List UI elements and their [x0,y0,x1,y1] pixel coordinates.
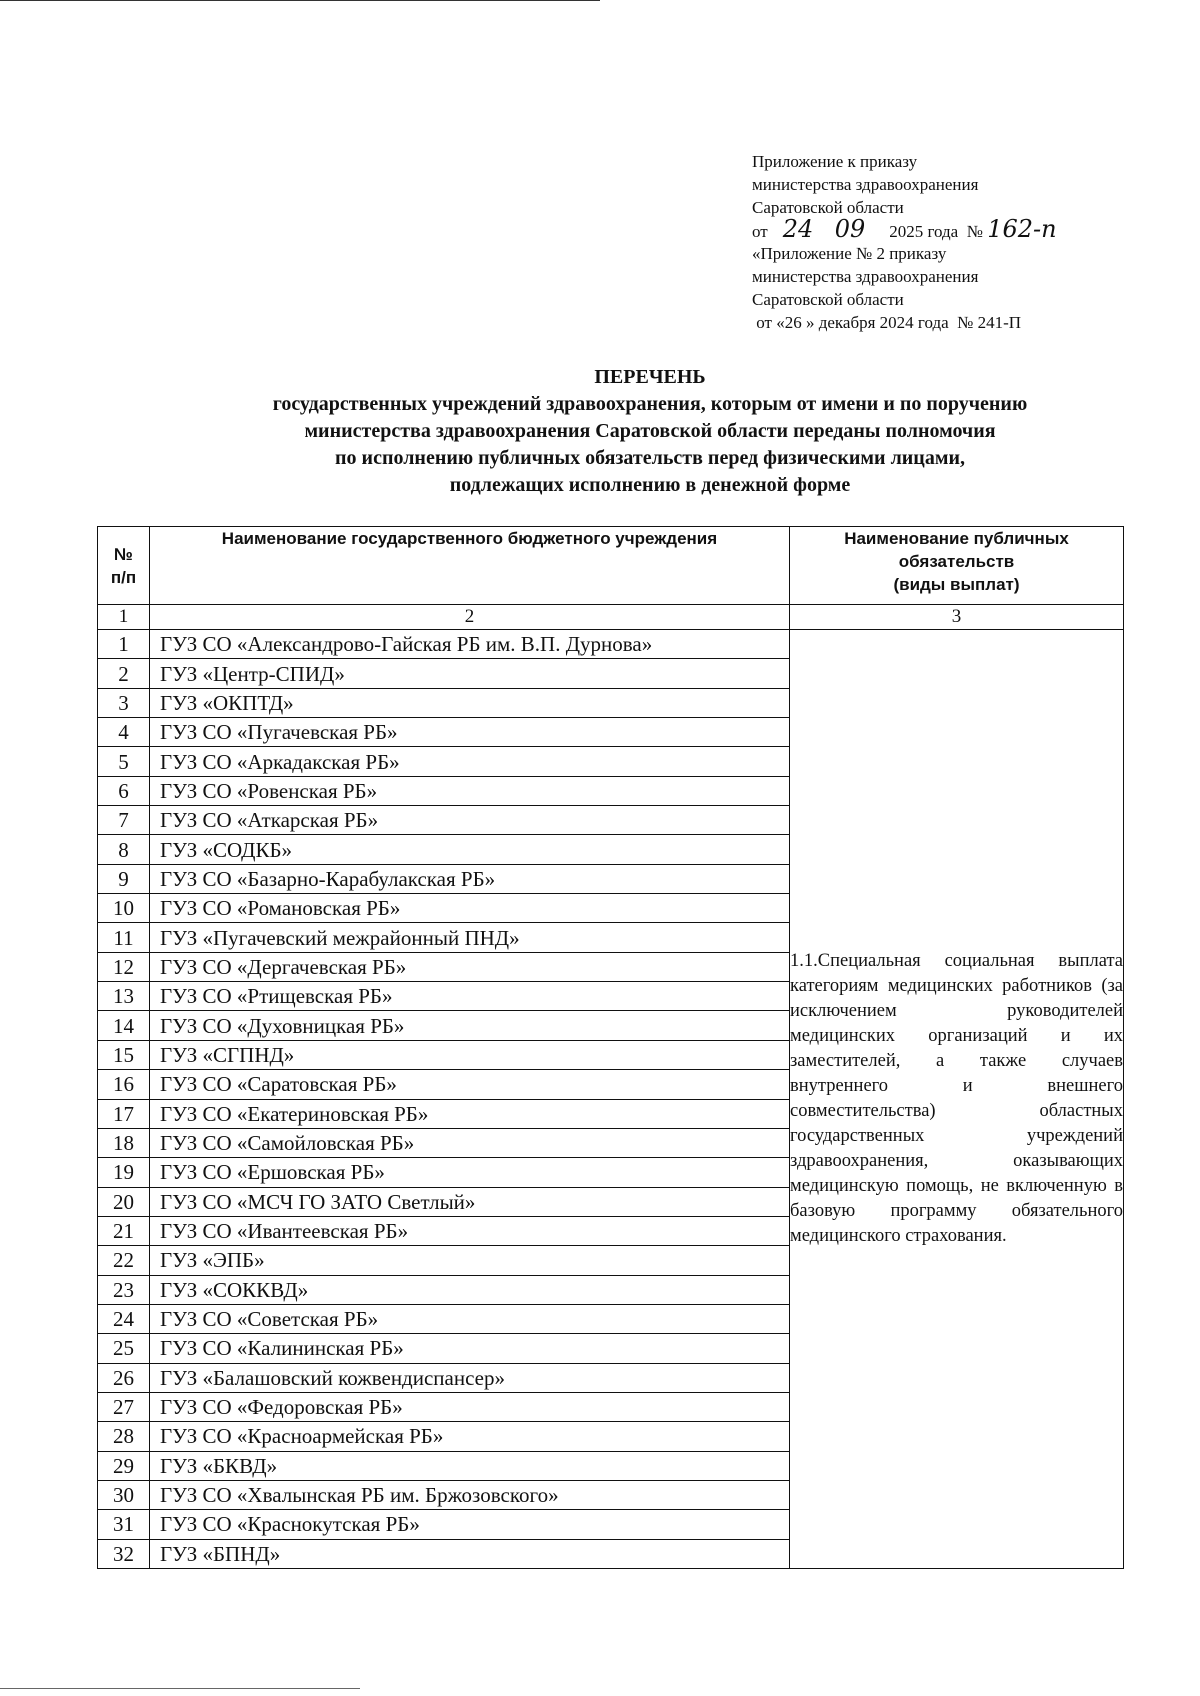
order-number-prefix: № [966,222,983,241]
institution-name: ГУЗ СО «Ивантеевская РБ» [150,1216,790,1245]
row-number: 2 [98,659,150,688]
row-number: 10 [98,894,150,923]
header-line: Саратовской области [752,198,904,217]
handwritten-month: 09 [834,215,866,243]
institution-name: ГУЗ «Центр-СПИД» [150,659,790,688]
institution-name: ГУЗ СО «Ершовская РБ» [150,1158,790,1187]
header-line: министерства здравоохранения [752,175,979,194]
institution-name: ГУЗ СО «Краснокутская РБ» [150,1510,790,1539]
annex-line: от «26 » декабря 2024 года № 241-П [752,313,1022,332]
row-number: 7 [98,806,150,835]
row-number: 22 [98,1246,150,1275]
institution-name: ГУЗ СО «Дергачевская РБ» [150,952,790,981]
document-title [180,364,1120,499]
row-number: 11 [98,923,150,952]
institution-name: ГУЗ СО «Екатериновская РБ» [150,1099,790,1128]
title-line: министерства здравоохранения Саратовской области переданы полномочия [304,420,996,442]
institution-name: ГУЗ СО «Саратовская РБ» [150,1070,790,1099]
header-payout-line: Наименование публичных [844,529,1069,548]
institution-name: ГУЗ «ЭПБ» [150,1246,790,1275]
order-prefix: от [752,222,768,241]
institution-name: ГУЗ СО «Духовницкая РБ» [150,1011,790,1040]
institution-name: ГУЗ «Балашовский кожвендиспансер» [150,1363,790,1392]
table-body [98,630,1124,1569]
row-number: 20 [98,1187,150,1216]
scan-edge-bottom [0,1688,360,1689]
column-index-row [98,605,1124,630]
row-number: 14 [98,1011,150,1040]
order-date-line [752,215,1172,243]
payout-description: 1.1.Специальная социальная выплата категориям медицинских работников (за исключением руководителей медицинских организаций и их заместителей, а также случаев внутреннего и внешнего совместительства) областных государственных учреждений здравоохранения, оказывающих медицинскую помощь, не включенную в базовую программу обязательного медицинского страхования. [790,630,1124,1569]
header-payout-line: обязательств [898,552,1015,571]
institution-name: ГУЗ «ОКПТД» [150,688,790,717]
row-number: 16 [98,1070,150,1099]
institution-name: ГУЗ СО «Романовская РБ» [150,894,790,923]
row-number: 13 [98,982,150,1011]
header-number [98,527,150,605]
row-number: 8 [98,835,150,864]
table-row [98,630,1124,659]
title-line: подлежащих исполнению в денежной форме [449,474,851,496]
row-number: 25 [98,1334,150,1363]
header-line: Приложение к приказу [752,152,918,171]
institution-name: ГУЗ «БКВД» [150,1451,790,1480]
institution-name: ГУЗ СО «Аткарская РБ» [150,806,790,835]
institutions-table [97,526,1124,1569]
institution-name: ГУЗ СО «Самойловская РБ» [150,1128,790,1157]
row-number: 28 [98,1422,150,1451]
row-number: 12 [98,952,150,981]
row-number: 17 [98,1099,150,1128]
header-institution: Наименование государственного бюджетного учреждения [150,527,790,605]
row-number: 15 [98,1040,150,1069]
row-number: 23 [98,1275,150,1304]
institution-name: ГУЗ СО «Базарно-Карабулакская РБ» [150,864,790,893]
institution-name: ГУЗ СО «Ровенская РБ» [150,776,790,805]
column-index: 2 [150,605,790,630]
header-payout-type [790,527,1124,605]
column-index: 1 [98,605,150,630]
row-number: 29 [98,1451,150,1480]
scan-edge-top [0,0,600,1]
row-number: 26 [98,1363,150,1392]
row-number: 21 [98,1216,150,1245]
institution-name: ГУЗ «СОККВД» [150,1275,790,1304]
row-number: 31 [98,1510,150,1539]
institution-name: ГУЗ СО «Советская РБ» [150,1304,790,1333]
row-number: 19 [98,1158,150,1187]
row-number: 24 [98,1304,150,1333]
institution-name: ГУЗ СО «Калининская РБ» [150,1334,790,1363]
institution-name: ГУЗ СО «Красноармейская РБ» [150,1422,790,1451]
title-main: ПЕРЕЧЕНЬ [594,366,706,388]
title-line: государственных учреждений здравоохранения, которым от имени и по поручению [272,393,1028,415]
row-number: 32 [98,1539,150,1568]
handwritten-day: 24 [782,215,814,243]
institution-name: ГУЗ СО «МСЧ ГО ЗАТО Светлый» [150,1187,790,1216]
annex-line: Саратовской области [752,290,904,309]
row-number: 9 [98,864,150,893]
row-number: 18 [98,1128,150,1157]
institution-name: ГУЗ СО «Пугачевская РБ» [150,718,790,747]
row-number: 1 [98,630,150,659]
header-number-abbr: п/п [110,567,137,587]
institution-name: ГУЗ «СОДКБ» [150,835,790,864]
title-line: по исполнению публичных обязательств перед физическими лицами, [335,447,965,469]
table-header-row [98,527,1124,605]
order-header [752,150,1172,334]
institution-name: ГУЗ «Пугачевский межрайонный ПНД» [150,923,790,952]
row-number: 30 [98,1480,150,1509]
institution-name: ГУЗ «СГПНД» [150,1040,790,1069]
institution-name: ГУЗ СО «Александрово-Гайская РБ им. В.П. Дурнова» [150,630,790,659]
header-payout-line: (виды выплат) [893,575,1020,594]
row-number: 5 [98,747,150,776]
institution-name: ГУЗ «БПНД» [150,1539,790,1568]
annex-line: «Приложение № 2 приказу [752,244,947,263]
row-number: 4 [98,718,150,747]
institution-name: ГУЗ СО «Аркадакская РБ» [150,747,790,776]
row-number: 27 [98,1392,150,1421]
order-year: 2025 года [889,222,959,241]
handwritten-order-number: 162-п [987,215,1057,243]
row-number: 3 [98,688,150,717]
header-number-symbol: № [114,544,133,564]
annex-line: министерства здравоохранения [752,267,979,286]
institution-name: ГУЗ СО «Хвалынская РБ им. Бржозовского» [150,1480,790,1509]
column-index: 3 [790,605,1124,630]
institution-name: ГУЗ СО «Ртищевская РБ» [150,982,790,1011]
institution-name: ГУЗ СО «Федоровская РБ» [150,1392,790,1421]
row-number: 6 [98,776,150,805]
